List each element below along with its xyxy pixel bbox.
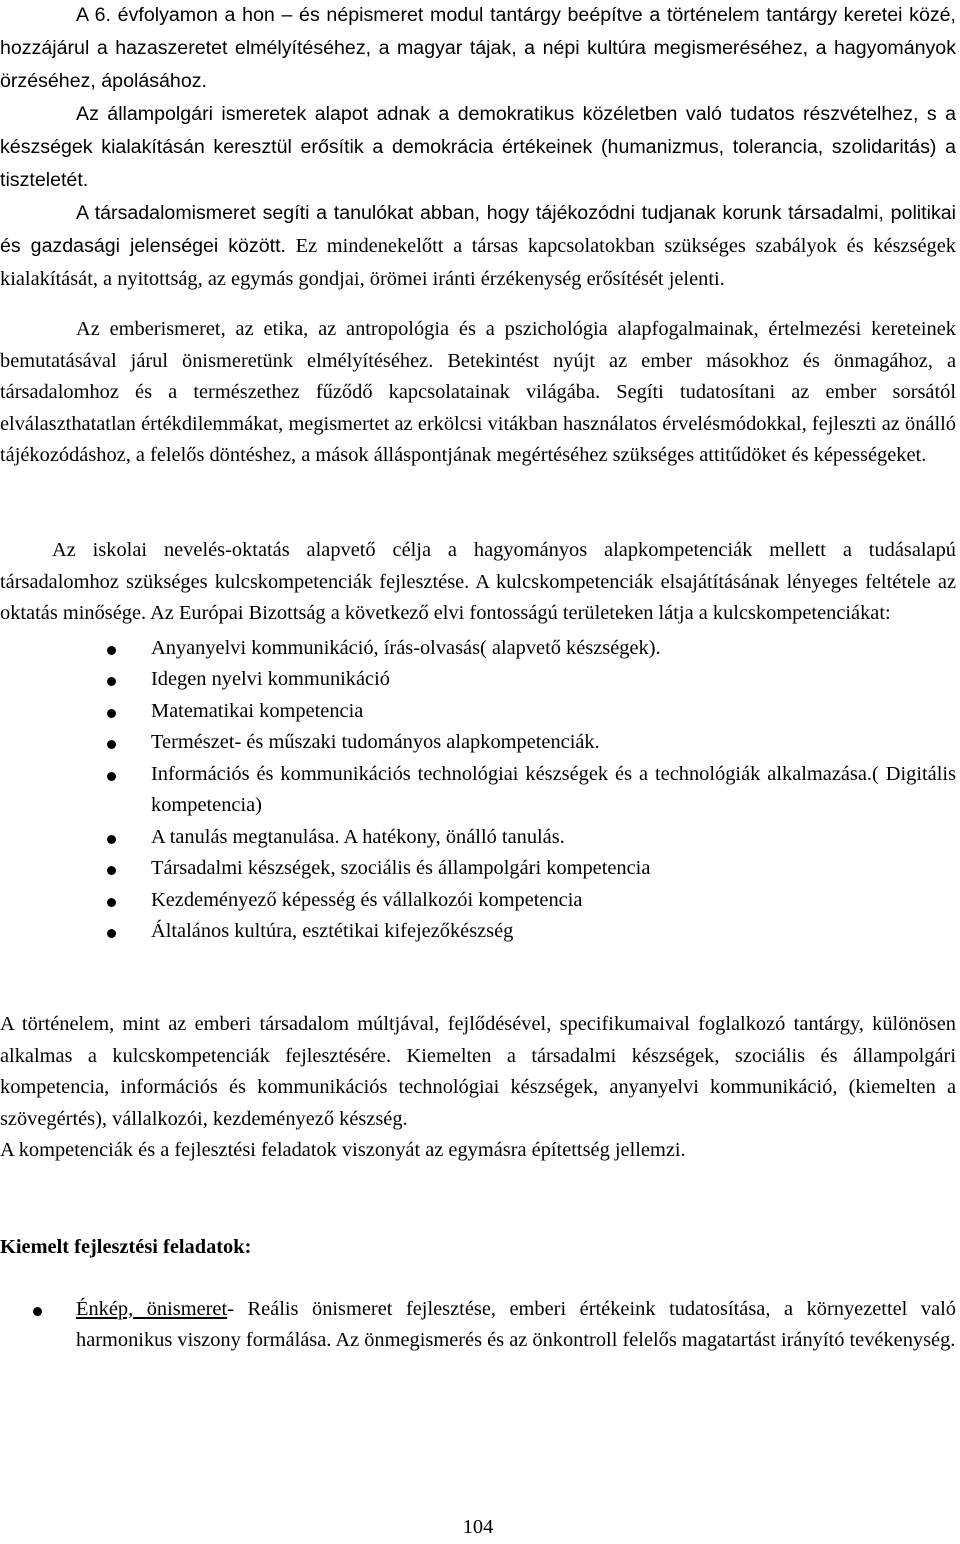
list-item-text: Matematikai kompetencia (151, 699, 364, 722)
page-number: 104 (462, 1516, 494, 1538)
bullet-icon (33, 1307, 42, 1316)
list-item (0, 664, 956, 696)
history-paragraph-2: A kompetenciák és a fejlesztési feladatok viszonyát az egymásra építettség jellemzi. (0, 1139, 686, 1161)
bullet-icon (107, 866, 116, 875)
intro-paragraph-3 (0, 197, 956, 296)
bullet-icon (107, 835, 116, 844)
list-item-text: Természet- és műszaki tudományos alapkompetenciák. (151, 731, 600, 753)
list-item (0, 916, 956, 948)
bullet-icon (107, 709, 116, 718)
history-paragraph-1: A történelem, mint az emberi társadalom múltjával, fejlődésével, specifikumaival foglalkozó tantárgy, különösen alkalmas a kulcskompetenciák fejlesztésére. Kiemelten a társadalmi készségek, szociális és állampolgári kompetencia, információs és kommunikációs technológiai készségek, anyanyelvi kommunikáció, (kiemelten a szövegértés), vállalkozói, kezdeményező készség. (0, 1013, 956, 1130)
list-item (0, 853, 956, 885)
list-item (0, 633, 956, 665)
tasks-section (0, 1232, 956, 1357)
list-item-text: Információs és kommunikációs technológiai készségek és a technológiák alkalmazása.( Digitális kompetencia) (151, 762, 956, 816)
list-item-text: Idegen nyelvi kommunikáció (151, 668, 390, 690)
history-section (0, 1009, 956, 1167)
competences-intro: Az iskolai nevelés-oktatás alapvető célja a hagyományos alapkompetenciák mellett a tudásalapú társadalomhoz szükséges kulcskompetenciák fejlesztése. A kulcskompetenciák elsajátításának lényeges feltétele az oktatás minősége. Az Európai Bizottság a következő elvi fontosságú területeken látja a kulcskompetenciákat: (0, 539, 956, 624)
intro-paragraph-3-part-1: A társadalomismeret segíti a tanulókat abban, hogy tájékozódni tudjanak korunk társadalmi, politikai és gazdasági jelenségei között. (0, 202, 956, 257)
list-item (0, 759, 956, 822)
emberismeret-paragraph: Az emberismeret, az etika, az antropológia és a pszichológia alapfogalmainak, értelmezési kereteinek bemutatásával járul önismeretünk elmélyítéséhez. Betekintést nyújt az ember másokhoz és önmagához, a társadalomhoz és a természethez fűződő kapcsolatainak világába. Segíti tudatosítani az ember sorsától elválaszthatatlan értékdilemmákat, megismertet az erkölcsi vitákban használatos érvelésmódokkal, fejleszti az önálló tájékozódáshoz, a felelős döntéshez, a mások álláspontjának megértéséhez szükséges attitűdöket és képességeket. (0, 318, 956, 466)
bullet-icon (107, 772, 116, 781)
list-item (0, 1294, 956, 1357)
tasks-list (0, 1294, 956, 1357)
intro-section (0, 0, 956, 296)
bullet-icon (107, 677, 116, 686)
intro-paragraph-1: A 6. évfolyamon a hon – és népismeret modul tantárgy beépítve a történelem tantárgy keretei közé, hozzájárul a hazaszeretet elmélyítéséhez, a magyar tájak, a népi kultúra megismeréséhez, a hagyományok örzéséhez, ápolásához. (0, 4, 956, 92)
list-item (0, 885, 956, 917)
list-item (0, 727, 956, 759)
list-item-text: Anyanyelvi kommunikáció, írás-olvasás( alapvető készségek). (151, 636, 661, 659)
competences-section (0, 535, 956, 948)
bullet-icon (107, 898, 116, 907)
bullet-icon (107, 740, 116, 749)
tasks-heading: Kiemelt fejlesztési feladatok: (0, 1236, 252, 1258)
list-item-text: Kezdeményező képesség és vállalkozói kompetencia (151, 888, 583, 911)
list-item (0, 822, 956, 854)
list-item-text: Társadalmi készségek, szociális és állampolgári kompetencia (151, 857, 651, 879)
list-item-text: Általános kultúra, esztétikai kifejezőkészség (151, 920, 514, 942)
task-title: Énkép, önismeret (76, 1297, 228, 1320)
intro-paragraph-3-part-2: Ez mindenekelőtt a társas kapcsolatokban szükséges szabályok és készségek kialakítását, a nyitottság, az egymás gondjai, örömei iránti érzékenység erősítését jelenti. (0, 235, 956, 290)
bullet-icon (107, 929, 116, 938)
bullet-icon (107, 646, 116, 655)
intro-paragraph-2: Az állampolgári ismeretek alapot adnak a demokratikus közéletben való tudatos részvételhez, s a készségek kialakításán keresztül erősítik a demokrácia értékeinek (humanizmus, tolerancia, szolidaritás) a tiszteletét. (0, 103, 956, 191)
competences-list (0, 633, 956, 948)
list-item-text: A tanulás megtanulása. A hatékony, önálló tanulás. (151, 825, 565, 848)
list-item (0, 696, 956, 728)
emberismeret-section (0, 314, 956, 472)
task-text: - Reális önismeret fejlesztése, emberi értékeink tudatosítása, a környezettel való harmonikus viszony formálása. Az önmegismerés és az önkontroll felelős magatartást irányító tevékenység. (76, 1297, 957, 1351)
